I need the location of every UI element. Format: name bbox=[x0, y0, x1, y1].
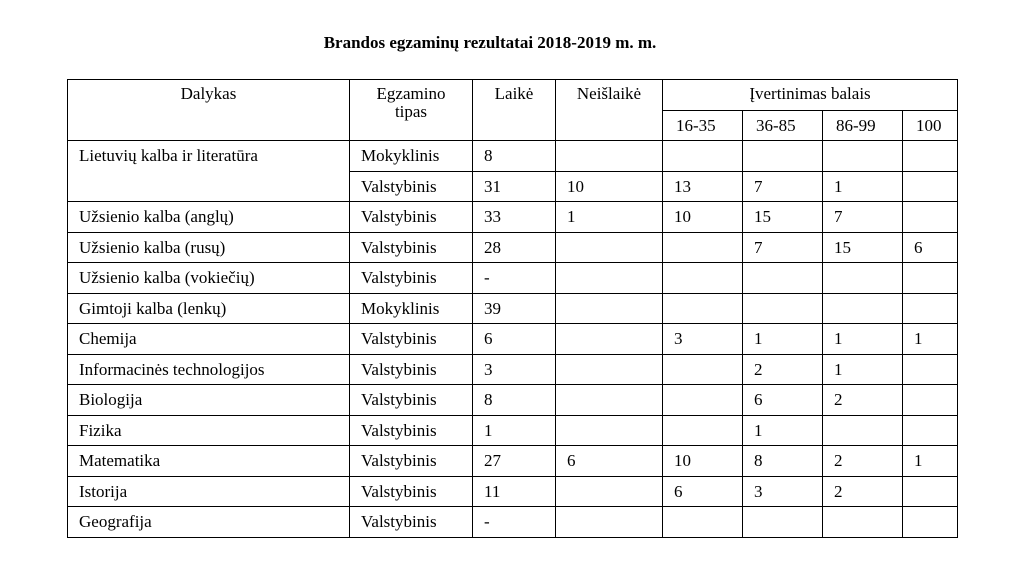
cell-range-16-35 bbox=[663, 507, 743, 538]
table-row bbox=[68, 415, 958, 446]
cell-subject: Gimtoji kalba (lenkų) bbox=[68, 293, 350, 324]
cell-exam-type: Valstybinis bbox=[350, 202, 473, 233]
cell-range-86-99: 2 bbox=[823, 385, 903, 416]
cell-took: 3 bbox=[473, 354, 556, 385]
header-exam-type-line2: tipas bbox=[394, 102, 428, 121]
cell-failed bbox=[556, 324, 663, 355]
header-exam-type bbox=[350, 80, 473, 141]
cell-range-100: 1 bbox=[903, 446, 958, 477]
exam-results-table bbox=[67, 79, 958, 538]
cell-subject: Biologija bbox=[68, 385, 350, 416]
header-failed: Neišlaikė bbox=[556, 80, 663, 141]
cell-range-36-85 bbox=[743, 263, 823, 294]
cell-subject: Užsienio kalba (vokiečių) bbox=[68, 263, 350, 294]
cell-range-36-85: 1 bbox=[743, 324, 823, 355]
table-row bbox=[68, 385, 958, 416]
table-row bbox=[68, 507, 958, 538]
cell-range-100 bbox=[903, 293, 958, 324]
cell-range-36-85 bbox=[743, 141, 823, 172]
cell-range-100 bbox=[903, 141, 958, 172]
cell-range-86-99: 1 bbox=[823, 324, 903, 355]
cell-subject: Chemija bbox=[68, 324, 350, 355]
cell-range-16-35 bbox=[663, 232, 743, 263]
table-row bbox=[68, 263, 958, 294]
cell-range-16-35 bbox=[663, 354, 743, 385]
cell-range-36-85: 3 bbox=[743, 476, 823, 507]
cell-subject: Istorija bbox=[68, 476, 350, 507]
cell-subject: Informacinės technologijos bbox=[68, 354, 350, 385]
cell-range-100 bbox=[903, 263, 958, 294]
cell-subject: Geografija bbox=[68, 507, 350, 538]
cell-range-86-99 bbox=[823, 507, 903, 538]
cell-took: 33 bbox=[473, 202, 556, 233]
cell-range-16-35 bbox=[663, 385, 743, 416]
cell-exam-type: Valstybinis bbox=[350, 507, 473, 538]
cell-range-100 bbox=[903, 171, 958, 202]
cell-subject: Užsienio kalba (rusų) bbox=[68, 232, 350, 263]
cell-range-100 bbox=[903, 507, 958, 538]
cell-failed: 6 bbox=[556, 446, 663, 477]
cell-range-16-35: 3 bbox=[663, 324, 743, 355]
header-took: Laikė bbox=[473, 80, 556, 141]
cell-exam-type: Valstybinis bbox=[350, 476, 473, 507]
table-row bbox=[68, 293, 958, 324]
cell-failed bbox=[556, 415, 663, 446]
cell-exam-type: Valstybinis bbox=[350, 415, 473, 446]
cell-exam-type: Valstybinis bbox=[350, 171, 473, 202]
cell-range-16-35: 6 bbox=[663, 476, 743, 507]
cell-range-100: 6 bbox=[903, 232, 958, 263]
cell-failed bbox=[556, 141, 663, 172]
cell-subject: Užsienio kalba (anglų) bbox=[68, 202, 350, 233]
cell-failed bbox=[556, 354, 663, 385]
cell-subject: Matematika bbox=[68, 446, 350, 477]
cell-failed bbox=[556, 507, 663, 538]
cell-range-16-35 bbox=[663, 415, 743, 446]
table-row bbox=[68, 232, 958, 263]
cell-range-86-99 bbox=[823, 293, 903, 324]
header-range-100: 100 bbox=[903, 110, 958, 141]
cell-failed bbox=[556, 385, 663, 416]
table-row bbox=[68, 354, 958, 385]
cell-range-16-35: 10 bbox=[663, 446, 743, 477]
table-row bbox=[68, 324, 958, 355]
header-score: Įvertinimas balais bbox=[663, 80, 958, 111]
header-row bbox=[68, 80, 958, 111]
cell-subject: Fizika bbox=[68, 415, 350, 446]
cell-range-86-99 bbox=[823, 141, 903, 172]
cell-range-100 bbox=[903, 385, 958, 416]
cell-took: 27 bbox=[473, 446, 556, 477]
cell-range-86-99: 1 bbox=[823, 354, 903, 385]
cell-took: 8 bbox=[473, 385, 556, 416]
header-range-86-99: 86-99 bbox=[823, 110, 903, 141]
cell-exam-type: Valstybinis bbox=[350, 354, 473, 385]
cell-failed bbox=[556, 232, 663, 263]
cell-range-36-85 bbox=[743, 293, 823, 324]
cell-range-36-85: 8 bbox=[743, 446, 823, 477]
header-exam-type-line1: Egzamino bbox=[376, 84, 446, 103]
header-range-16-35: 16-35 bbox=[663, 110, 743, 141]
header-range-36-85: 36-85 bbox=[743, 110, 823, 141]
cell-range-86-99 bbox=[823, 415, 903, 446]
cell-took: - bbox=[473, 507, 556, 538]
cell-range-100 bbox=[903, 476, 958, 507]
cell-took: 39 bbox=[473, 293, 556, 324]
cell-range-36-85: 2 bbox=[743, 354, 823, 385]
table-row bbox=[68, 446, 958, 477]
cell-range-36-85 bbox=[743, 507, 823, 538]
cell-range-16-35: 10 bbox=[663, 202, 743, 233]
cell-exam-type: Valstybinis bbox=[350, 324, 473, 355]
cell-range-36-85: 7 bbox=[743, 232, 823, 263]
cell-failed bbox=[556, 293, 663, 324]
cell-took: 8 bbox=[473, 141, 556, 172]
cell-exam-type: Valstybinis bbox=[350, 263, 473, 294]
cell-exam-type: Valstybinis bbox=[350, 385, 473, 416]
cell-took: - bbox=[473, 263, 556, 294]
cell-range-86-99: 15 bbox=[823, 232, 903, 263]
cell-range-86-99: 7 bbox=[823, 202, 903, 233]
cell-failed bbox=[556, 476, 663, 507]
cell-range-36-85: 6 bbox=[743, 385, 823, 416]
cell-range-16-35 bbox=[663, 263, 743, 294]
header-subject: Dalykas bbox=[68, 80, 350, 141]
cell-exam-type: Valstybinis bbox=[350, 446, 473, 477]
cell-exam-type: Valstybinis bbox=[350, 232, 473, 263]
cell-range-86-99: 1 bbox=[823, 171, 903, 202]
cell-failed: 10 bbox=[556, 171, 663, 202]
cell-took: 31 bbox=[473, 171, 556, 202]
cell-range-100: 1 bbox=[903, 324, 958, 355]
document-title: Brandos egzaminų rezultatai 2018-2019 m. m. bbox=[323, 33, 657, 52]
cell-took: 6 bbox=[473, 324, 556, 355]
table-row bbox=[68, 141, 958, 172]
cell-range-36-85: 15 bbox=[743, 202, 823, 233]
cell-subject: Lietuvių kalba ir literatūra bbox=[68, 141, 350, 202]
cell-took: 28 bbox=[473, 232, 556, 263]
cell-took: 1 bbox=[473, 415, 556, 446]
cell-range-86-99: 2 bbox=[823, 476, 903, 507]
cell-range-16-35: 13 bbox=[663, 171, 743, 202]
cell-exam-type: Mokyklinis bbox=[350, 293, 473, 324]
cell-range-86-99 bbox=[823, 263, 903, 294]
cell-failed: 1 bbox=[556, 202, 663, 233]
cell-range-36-85: 1 bbox=[743, 415, 823, 446]
cell-range-100 bbox=[903, 415, 958, 446]
cell-range-86-99: 2 bbox=[823, 446, 903, 477]
cell-took: 11 bbox=[473, 476, 556, 507]
cell-failed bbox=[556, 263, 663, 294]
table-row bbox=[68, 202, 958, 233]
cell-range-100 bbox=[903, 354, 958, 385]
cell-range-16-35 bbox=[663, 141, 743, 172]
cell-range-36-85: 7 bbox=[743, 171, 823, 202]
table-row bbox=[68, 476, 958, 507]
cell-range-100 bbox=[903, 202, 958, 233]
cell-exam-type: Mokyklinis bbox=[350, 141, 473, 172]
cell-range-16-35 bbox=[663, 293, 743, 324]
